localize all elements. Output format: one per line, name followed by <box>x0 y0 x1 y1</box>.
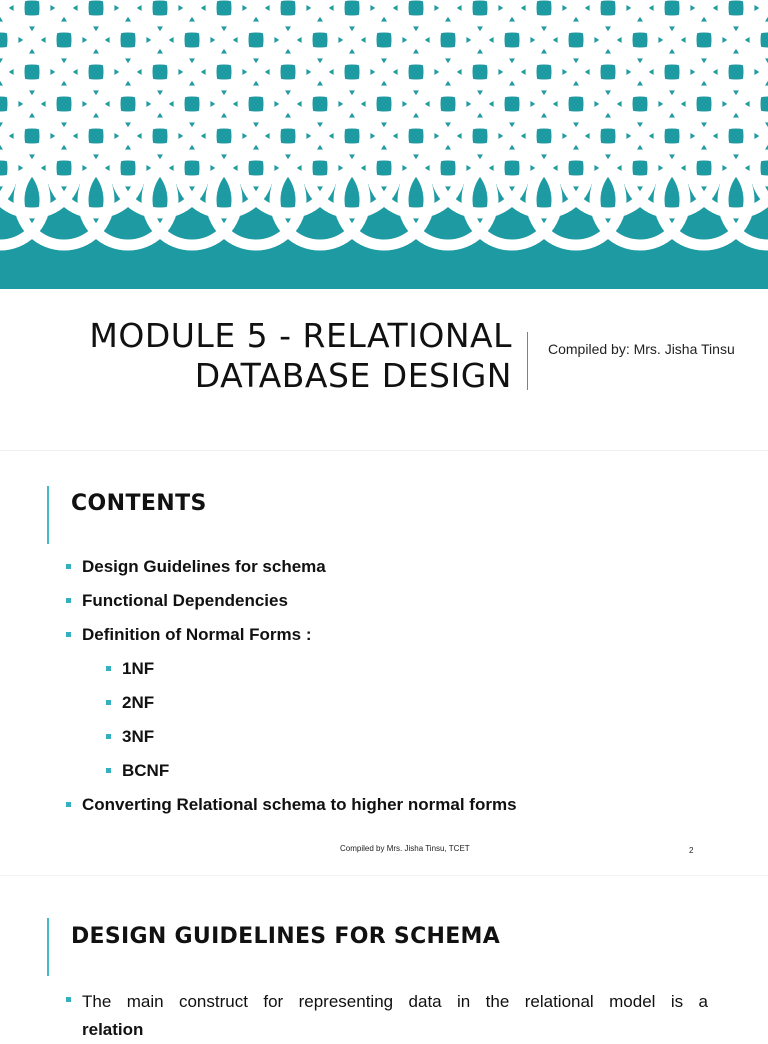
body-continuation: relation <box>82 1020 144 1039</box>
title-line-2: DATABASE DESIGN <box>194 356 512 395</box>
list-item-text: Functional Dependencies <box>82 591 288 610</box>
compiled-by-text: Compiled by: Mrs. Jisha Tinsu <box>548 341 735 357</box>
title-slide <box>0 0 768 450</box>
sub-list-item <box>66 658 517 692</box>
heading-accent-bar <box>47 486 49 544</box>
sub-list-item <box>66 760 517 794</box>
list-item <box>66 794 517 828</box>
list-item-text: BCNF <box>122 761 170 780</box>
list-item <box>66 590 517 624</box>
footer-text: Compiled by Mrs. Jisha Tinsu, TCET <box>340 844 470 853</box>
title-divider <box>527 332 528 390</box>
sub-list-item <box>66 726 517 760</box>
body-text: The main construct for representing data in the relational model is a <box>82 992 708 1011</box>
heading-accent-bar <box>47 918 49 976</box>
guidelines-heading: DESIGN GUIDELINES FOR SCHEMA <box>71 924 501 949</box>
list-item-text: 1NF <box>122 659 155 678</box>
list-item <box>66 624 517 658</box>
bullet-square-icon <box>106 700 111 705</box>
design-guidelines-slide <box>0 875 768 1039</box>
list-item <box>66 556 517 590</box>
list-item-text: Design Guidelines for schema <box>82 557 326 576</box>
bullet-square-icon <box>106 734 111 739</box>
contents-slide <box>0 450 768 875</box>
list-item-text: 3NF <box>122 727 155 746</box>
slide-title <box>40 316 512 396</box>
list-item-text: Converting Relational schema to higher normal forms <box>82 795 517 814</box>
decorative-pattern-banner <box>0 0 768 289</box>
bullet-square-icon <box>66 802 71 807</box>
sub-list-item <box>66 692 517 726</box>
bullet-square-icon <box>106 768 111 773</box>
bullet-square-icon <box>66 598 71 603</box>
contents-heading: CONTENTS <box>71 491 207 516</box>
list-item-text: Definition of Normal Forms : <box>82 625 312 644</box>
bullet-square-icon <box>66 997 71 1002</box>
page-number: 2 <box>689 846 694 855</box>
contents-list <box>66 556 517 828</box>
body-paragraph <box>66 988 708 1044</box>
bullet-square-icon <box>106 666 111 671</box>
bullet-square-icon <box>66 564 71 569</box>
list-item-text: 2NF <box>122 693 155 712</box>
title-line-1: MODULE 5 - RELATIONAL <box>89 316 512 355</box>
bullet-square-icon <box>66 632 71 637</box>
